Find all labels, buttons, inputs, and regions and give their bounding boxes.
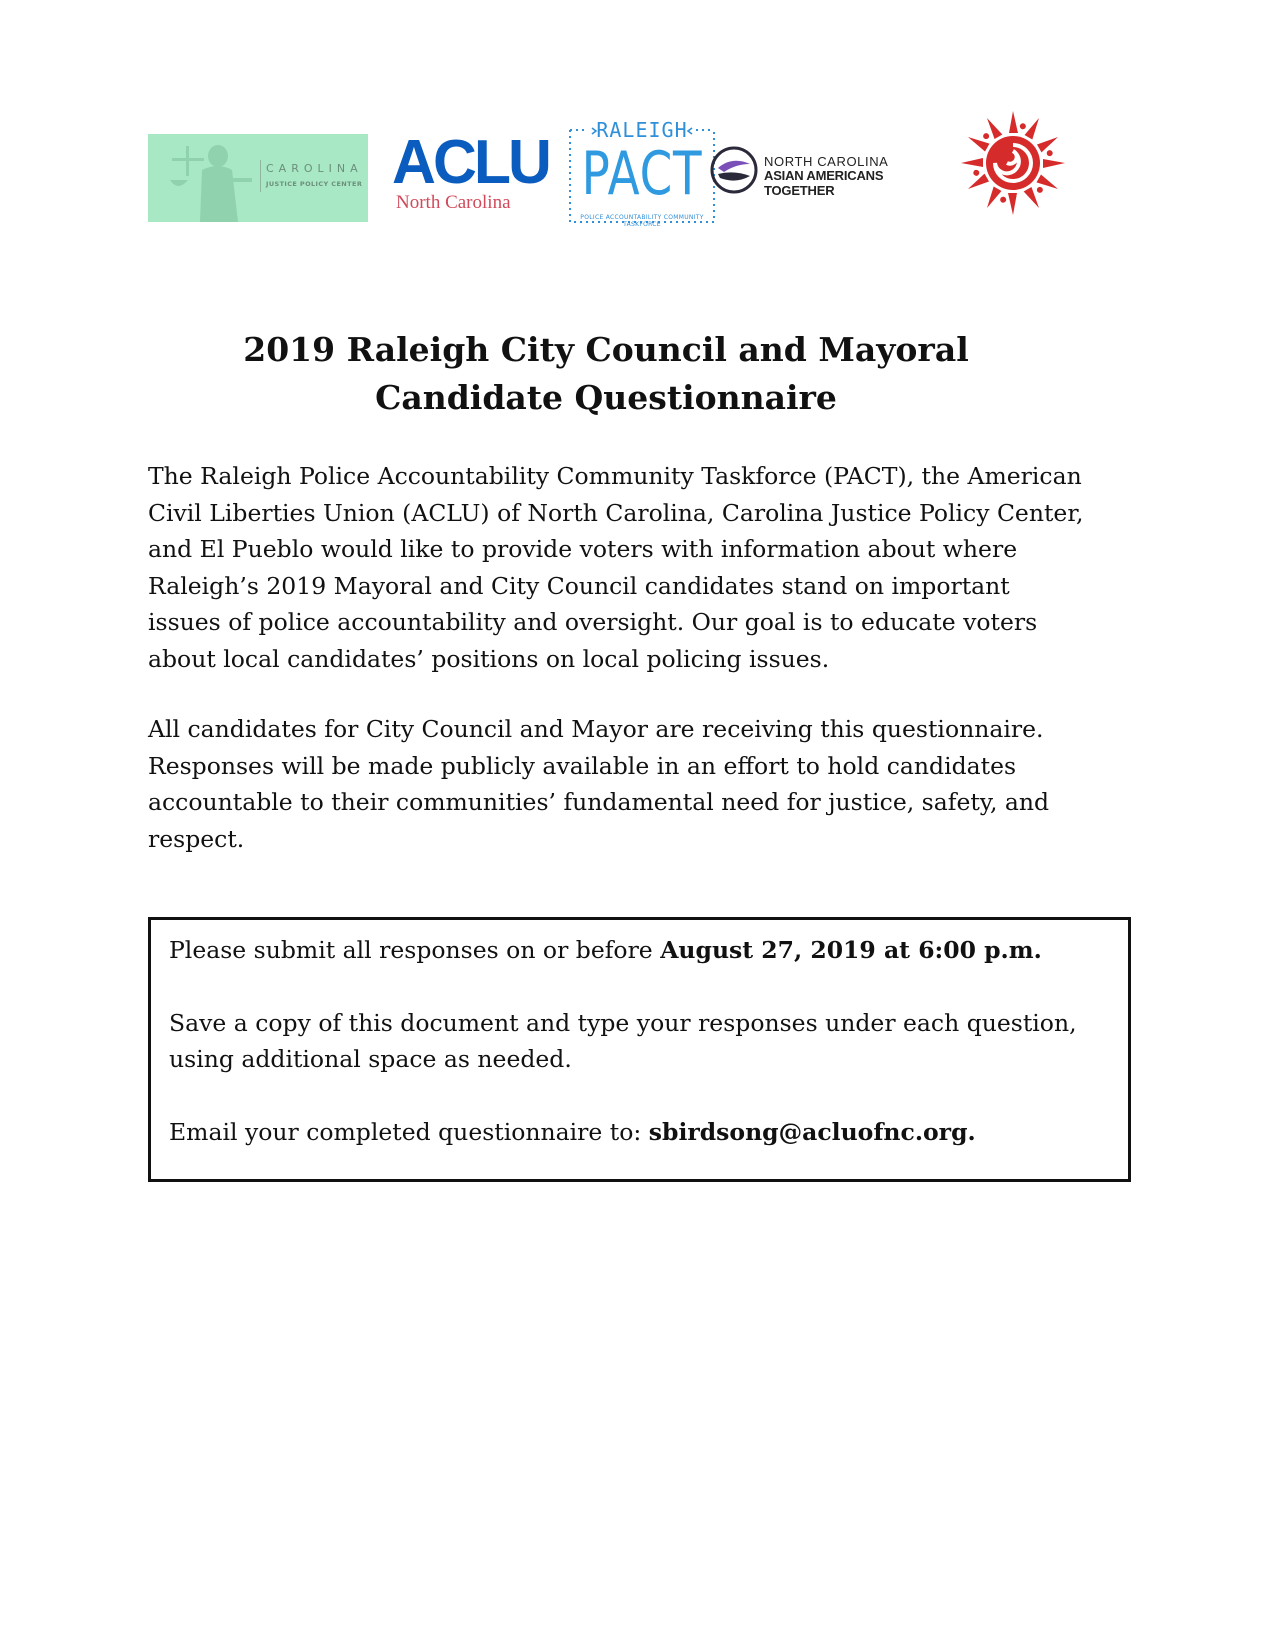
ncaat-line2: ASIAN AMERICANS TOGETHER (764, 168, 884, 198)
cjpc-name: CAROLINA (266, 162, 363, 175)
title-line-1: 2019 Raleigh City Council and Mayoral (243, 330, 969, 369)
deadline-line (169, 932, 1128, 969)
nc-asian-americans-together-logo (710, 146, 950, 200)
deadline-date: August 27, 2019 at 6:00 p.m. (660, 936, 1042, 964)
el-pueblo-logo (958, 108, 1068, 218)
email-address[interactable]: sbirdsong@acluofnc.org. (648, 1117, 976, 1146)
email-prefix: Email your completed questionnaire to: (169, 1117, 649, 1146)
partner-logos (148, 108, 1128, 238)
instructions-box (148, 917, 1131, 1182)
pact-tagline: POLICE ACCOUNTABILITY COMMUNITY TASKFORCE (580, 214, 704, 228)
ncaat-line1: NORTH CAROLINA (764, 154, 889, 169)
justice-statue-icon (166, 140, 256, 222)
cjpc-subtitle: JUSTICE POLICY CENTER (266, 180, 363, 188)
deadline-prefix: Please submit all responses on or before (169, 936, 661, 964)
ncaat-hands-icon (710, 146, 758, 194)
aclu-wordmark: ACLU (392, 128, 549, 197)
raleigh-pact-logo (564, 118, 720, 228)
save-note: Save a copy of this document and type your responses under each question, using additional space as needed. (169, 1008, 1077, 1073)
carolina-justice-policy-center-logo (148, 134, 368, 222)
intro-paragraph: The Raleigh Police Accountability Community Taskforce (PACT), the American Civil Liberties Union (ACLU) of North Carolina, Carolina Justice Policy Center, and El Pueblo would like to provide voters with information about where Raleigh’s 2019 Mayoral and City Council candidates stand on important issues of police accountability and oversight. Our goal is to educate voters about local candidates’ positions on local policing issues. (148, 462, 1084, 673)
email-line (169, 1114, 1128, 1151)
title-line-2: Candidate Questionnaire (375, 378, 837, 417)
recipients-paragraph: All candidates for City Council and Mayor are receiving this questionnaire. Responses will be made publicly available in an effort to hold candidates accountable to their communities’ fundamental need for justice, safety, and respect. (148, 715, 1050, 853)
pact-wordmark: PACT (581, 139, 703, 209)
aclu-state: North Carolina (396, 192, 511, 213)
pact-city: RALEIGH (596, 118, 688, 142)
aclu-nc-logo (392, 128, 549, 224)
el-pueblo-sun-icon (958, 108, 1068, 218)
page-title (0, 326, 1212, 422)
